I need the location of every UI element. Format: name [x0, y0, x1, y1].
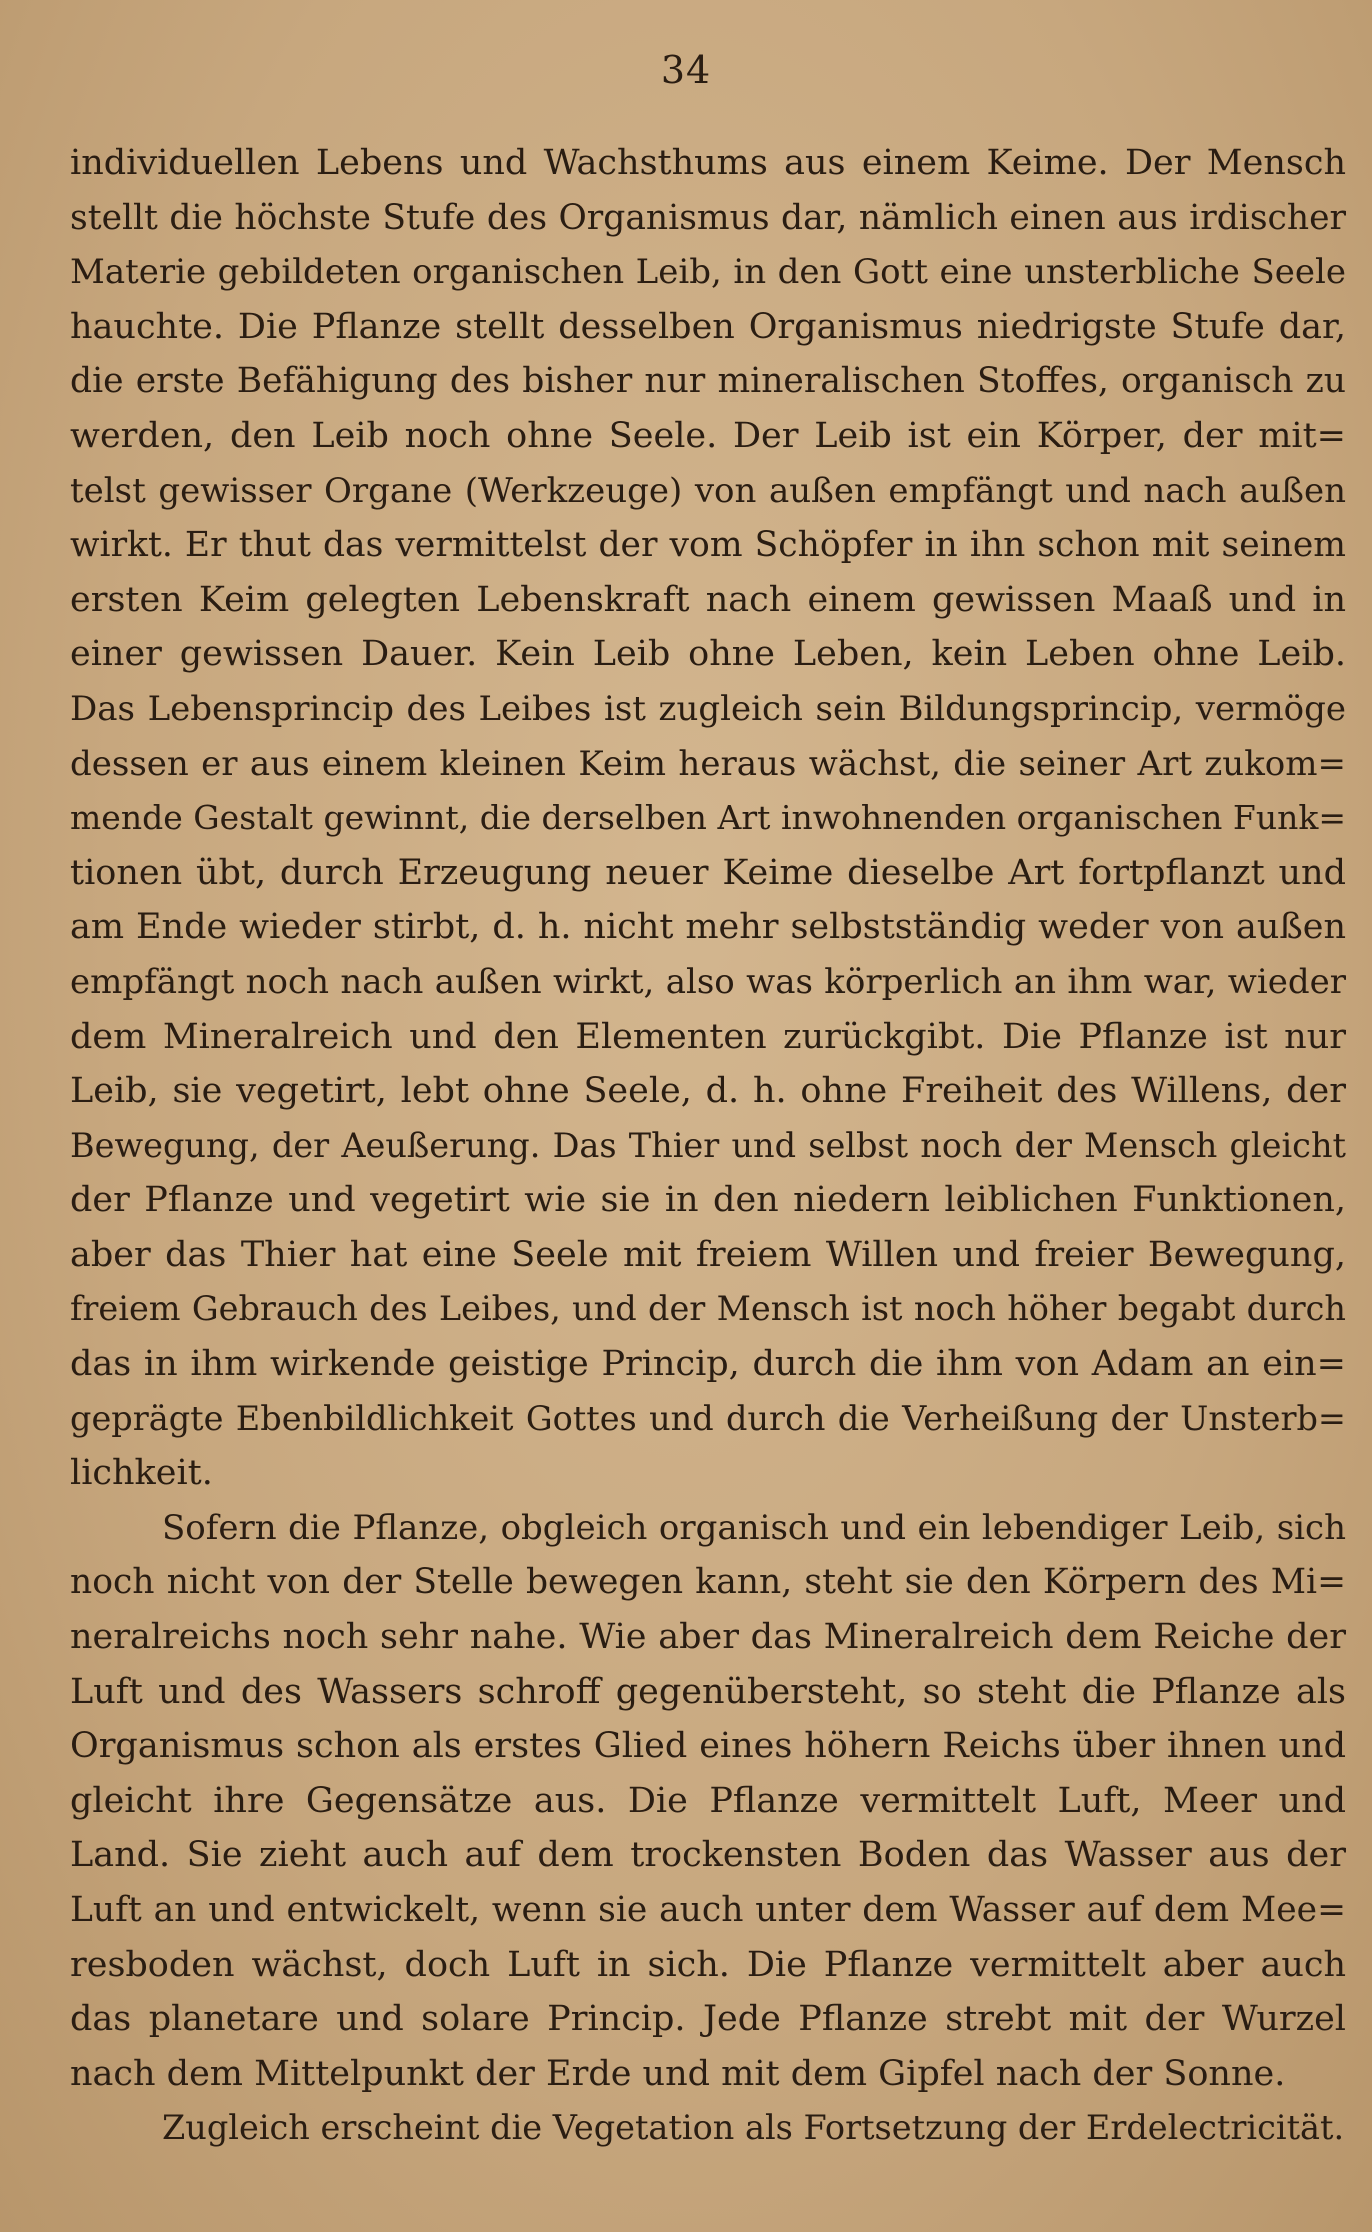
text-line: aber das Thier hat eine Seele mit freiem Willen und freier Bewegung, — [70, 1234, 1346, 1275]
text-line: Materie gebildeten organischen Leib, in den Gott eine unsterbliche Seele — [70, 252, 1346, 293]
text-line: ersten Keim gelegten Lebenskraft nach einem gewissen Maaß und in — [70, 579, 1346, 620]
text-line: der Pflanze und vegetirt wie sie in den niedern leiblichen Funktionen, — [70, 1180, 1346, 1221]
text-line: Das Lebensprincip des Leibes ist zugleich sein Bildungsprincip, vermöge — [70, 688, 1346, 729]
text-line: freiem Gebrauch des Leibes, und der Mensch ist noch höher begabt durch — [70, 1289, 1346, 1329]
text-line: individuellen Lebens und Wachsthums aus einem Keime. Der Mensch — [70, 143, 1346, 183]
text-line: Organismus schon als erstes Glied eines höhern Reichs über ihnen und — [70, 1726, 1346, 1767]
text-line: tionen übt, durch Erzeugung neuer Keime dieselbe Art fortpflanzt und — [70, 852, 1346, 893]
text-line: das in ihm wirkende geistige Princip, durch die ihm von Adam an ein= — [70, 1344, 1346, 1385]
text-line: Sofern die Pflanze, obgleich organisch und ein lebendiger Leib, sich — [162, 1507, 1346, 1548]
text-line: die erste Befähigung des bisher nur mineralischen Stoffes, organisch zu — [70, 361, 1346, 402]
text-line: geprägte Ebenbildlichkeit Gottes und durch die Verheißung der Unsterb= — [70, 1398, 1346, 1438]
text-line: lichkeit. — [70, 1453, 213, 1494]
text-line: nach dem Mittelpunkt der Erde und mit dem Gipfel nach der Sonne. — [70, 2053, 1286, 2094]
text-line: resboden wächst, doch Luft in sich. Die Pflanze vermittelt aber auch — [70, 1944, 1346, 1985]
text-line: mende Gestalt gewinnt, die derselben Art inwohnenden organischen Funk= — [70, 798, 1346, 838]
text-line: noch nicht von der Stelle bewegen kann, steht sie den Körpern des Mi= — [70, 1562, 1346, 1603]
text-line: am Ende wieder stirbt, d. h. nicht mehr selbstständig weder von außen — [70, 907, 1346, 948]
text-line: hauchte. Die Pflanze stellt desselben Organismus niedrigste Stufe dar, — [70, 306, 1346, 347]
text-line: Bewegung, der Aeußerung. Das Thier und selbst noch der Mensch gleicht — [70, 1125, 1346, 1165]
text-line: Zugleich erscheint die Vegetation als Fortsetzung der Erdelectricität. — [162, 2108, 1345, 2148]
text-line: das planetare und solare Princip. Jede Pflanze strebt mit der Wurzel — [70, 1999, 1346, 2040]
text-line: empfängt noch nach außen wirkt, also was körperlich an ihm war, wieder — [70, 961, 1346, 1002]
text-line: Leib, sie vegetirt, lebt ohne Seele, d. h. ohne Freiheit des Willens, der — [70, 1071, 1346, 1112]
text-line: wirkt. Er thut das vermittelst der vom Schöpfer in ihn schon mit seinem — [70, 525, 1346, 566]
text-line: dem Mineralreich und den Elementen zurückgibt. Die Pflanze ist nur — [70, 1016, 1346, 1057]
text-line: neralreichs noch sehr nahe. Wie aber das Mineralreich dem Reiche der — [70, 1617, 1346, 1658]
page-number: 34 — [660, 48, 712, 92]
text-line: Luft an und entwickelt, wenn sie auch unter dem Wasser auf dem Mee= — [70, 1890, 1346, 1930]
text-line: werden, den Leib noch ohne Seele. Der Leib ist ein Körper, der mit= — [70, 415, 1346, 456]
text-line: gleicht ihre Gegensätze aus. Die Pflanze vermittelt Luft, Meer und — [70, 1780, 1346, 1821]
text-line: dessen er aus einem kleinen Keim heraus wächst, die seiner Art zukom= — [70, 743, 1346, 784]
text-line: einer gewissen Dauer. Kein Leib ohne Leben, kein Leben ohne Leib. — [70, 634, 1346, 675]
body-text — [70, 136, 1346, 2156]
text-line: Luft und des Wassers schroff gegenübersteht, so steht die Pflanze als — [70, 1671, 1346, 1712]
text-line: telst gewisser Organe (Werkzeuge) von außen empfängt und nach außen — [70, 470, 1346, 511]
text-line: Land. Sie zieht auch auf dem trockensten Boden das Wasser aus der — [70, 1835, 1346, 1876]
text-line: stellt die höchste Stufe des Organismus dar, nämlich einen aus irdischer — [70, 197, 1346, 238]
